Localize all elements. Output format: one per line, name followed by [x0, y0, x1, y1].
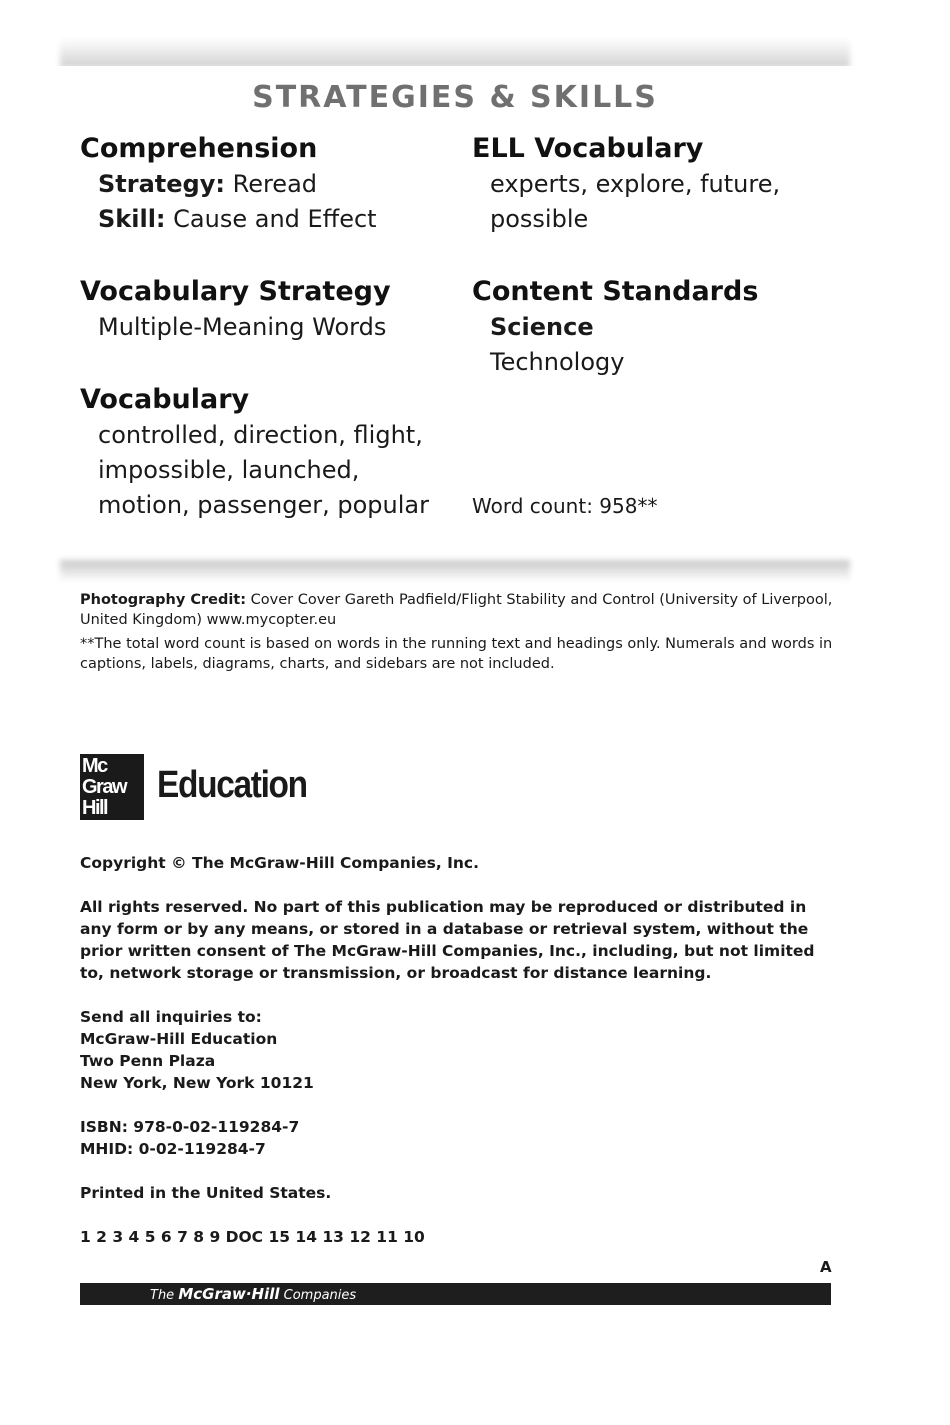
word-count: Word count: 958**	[472, 494, 658, 518]
photo-credit-label: Photography Credit:	[80, 592, 247, 608]
address-line-2: Two Penn Plaza	[80, 1052, 216, 1070]
content-standards-heading: Content Standards	[472, 276, 759, 307]
inquiries-label: Send all inquiries to:	[80, 1008, 262, 1026]
mcgraw-hill-logo	[80, 754, 144, 820]
vocabulary-strategy-heading: Vocabulary Strategy	[80, 276, 391, 307]
address-line-1: McGraw-Hill Education	[80, 1030, 278, 1048]
logo-line-mc: Mc	[82, 755, 107, 777]
ell-vocabulary-heading: ELL Vocabulary	[472, 133, 704, 164]
inquiries-address	[80, 1006, 840, 1094]
mhid: MHID: 0-02-119284-7	[80, 1140, 266, 1158]
vocabulary-line-2: impossible, launched,	[98, 456, 360, 484]
vocabulary-strategy-section	[80, 274, 391, 345]
printed-in: Printed in the United States.	[80, 1184, 332, 1202]
content-standards-science	[472, 310, 758, 345]
logo-line-hill: Hill	[82, 797, 108, 819]
ell-vocabulary-line-1: experts, explore, future,	[490, 170, 781, 198]
word-count-note: **The total word count is based on words in the running text and headings only. Numerals and words in captions, labels, diagrams, charts, and sidebars are not included.	[80, 636, 833, 672]
footer-brand-text	[150, 1283, 356, 1307]
comprehension-section	[80, 131, 377, 237]
rights-statement: All rights reserved. No part of this publication may be reproduced or distributed in any form or by any means, or stored in a database or retrieval system, without the prior written consent of The McGraw-Hill Companies, Inc., including, but not limited to, network storage or transmission, or broadcast for distance learning.	[80, 898, 815, 982]
credits	[80, 590, 840, 678]
copyright: Copyright © The McGraw-Hill Companies, Inc.	[80, 854, 480, 872]
top-shadow	[60, 38, 850, 68]
ell-vocabulary-line-2: possible	[490, 205, 589, 233]
strategy-label: Strategy:	[98, 170, 225, 198]
bottom-shadow	[60, 560, 850, 582]
strategy-line	[80, 167, 377, 202]
photo-credit	[80, 590, 840, 630]
science-label: Science	[490, 313, 594, 341]
strategy-value: Reread	[224, 170, 318, 198]
vocabulary-strategy-value: Multiple-Meaning Words	[98, 313, 387, 341]
skill-value: Cause and Effect	[165, 205, 377, 233]
content-standards-technology: Technology	[490, 348, 625, 376]
vocabulary-line-3: motion, passenger, popular	[98, 491, 429, 519]
identifiers	[80, 1116, 840, 1160]
photo-credit-text: Cover Cover Gareth Padfield/Flight Stability and Control (University of Liverpool, United Kingdom) www.mycopter.eu	[80, 592, 833, 628]
page-title: STRATEGIES & SKILLS	[252, 80, 658, 115]
legal-block	[80, 852, 840, 1270]
skill-line	[80, 202, 377, 237]
vocabulary-heading: Vocabulary	[80, 384, 250, 415]
address-line-3: New York, New York 10121	[80, 1074, 314, 1092]
footer-brand: McGraw·Hill	[178, 1285, 280, 1303]
vocabulary-line-1: controlled, direction, flight,	[98, 421, 423, 449]
page-letter: A	[820, 1258, 832, 1276]
print-line: 1 2 3 4 5 6 7 8 9 DOC 15 14 13 12 11 10	[80, 1228, 425, 1246]
logo-line-graw: Graw	[82, 776, 127, 798]
footer-suffix: Companies	[279, 1288, 357, 1303]
footer-prefix: The	[150, 1288, 179, 1303]
logo-education-word: Education	[157, 764, 307, 806]
content-standards-section	[472, 274, 758, 380]
vocabulary-section	[80, 382, 429, 523]
skill-label: Skill:	[98, 205, 166, 233]
comprehension-heading: Comprehension	[80, 133, 318, 164]
isbn: ISBN: 978-0-02-119284-7	[80, 1118, 300, 1136]
footer-bar	[80, 1283, 831, 1305]
ell-vocabulary-section	[472, 131, 780, 237]
